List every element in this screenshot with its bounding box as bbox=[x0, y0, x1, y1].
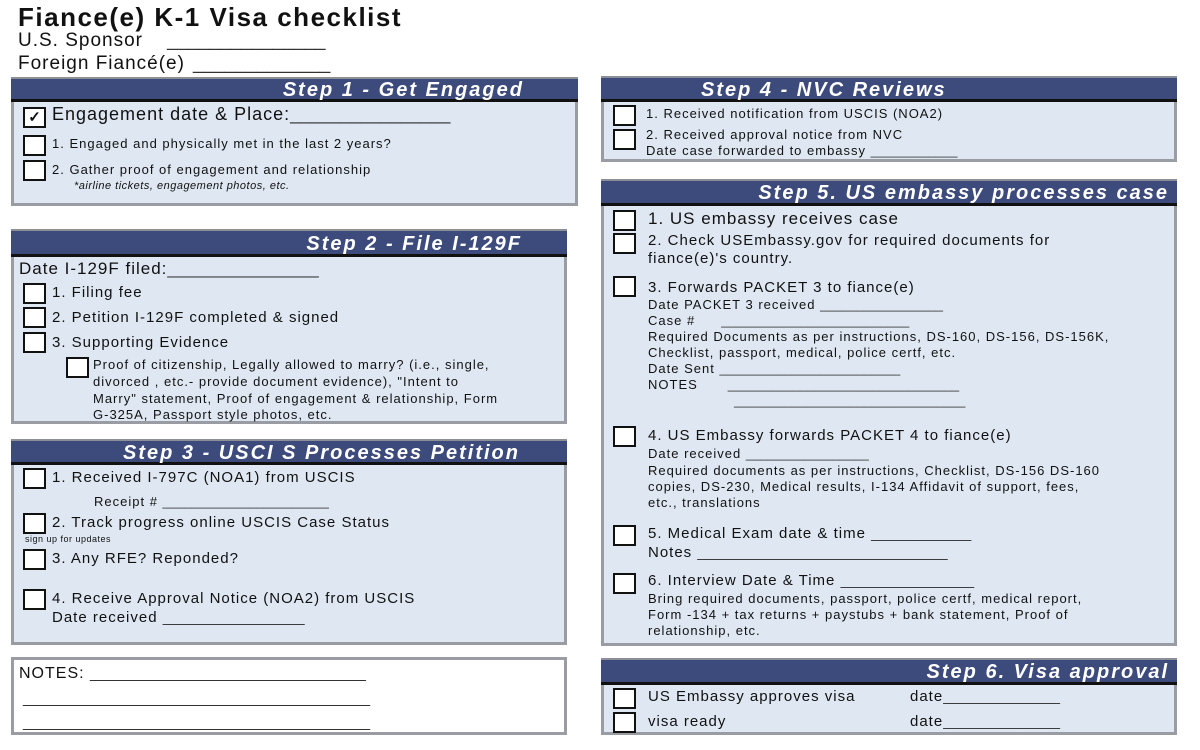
sponsor-field[interactable] bbox=[18, 30, 326, 52]
packet3-date: Date PACKET 3 received _________________ bbox=[648, 297, 944, 312]
packet3-docs-line-2: Checklist, passport, medical, police certf, etc. bbox=[648, 345, 957, 360]
interview-docs-line-3: relationship, etc. bbox=[648, 623, 761, 638]
step1-item-2: 2. Gather proof of engagement and relationship bbox=[52, 162, 372, 177]
step4-date-forwarded: Date case forwarded to embassy ____________ bbox=[646, 143, 958, 158]
packet3-date-blank[interactable]: _________________ bbox=[820, 297, 944, 312]
step1-checkbox-1[interactable] bbox=[23, 135, 46, 156]
step5-header: Step 5. US embassy processes case bbox=[601, 179, 1177, 206]
packet3-case: Case # __________________________ bbox=[648, 313, 910, 328]
step5-item-1: 1. US embassy receives case bbox=[648, 209, 899, 228]
packet4-date: Date received _________________ bbox=[648, 446, 869, 461]
receipt-blank[interactable]: _______________________ bbox=[162, 494, 329, 509]
packet4-docs-line-3: etc., translations bbox=[648, 495, 761, 510]
interview-date-blank[interactable]: ________________ bbox=[840, 572, 975, 589]
step5-checkbox-3[interactable] bbox=[613, 276, 636, 297]
notes-line-1: NOTES: _______________________________ bbox=[19, 665, 366, 682]
date-sent-blank[interactable]: _________________________ bbox=[719, 361, 901, 376]
step4-item-2: 2. Received approval notice from NVC bbox=[646, 127, 904, 142]
visa-approved-date-blank[interactable]: ______________ bbox=[943, 688, 1060, 705]
visa-ready-date-blank[interactable]: ______________ bbox=[943, 713, 1060, 730]
step6-item-2: visa ready bbox=[648, 713, 727, 730]
step5-item-5: 5. Medical Exam date & time ____________ bbox=[648, 525, 972, 542]
step5-checkbox-2[interactable] bbox=[613, 233, 636, 254]
notes-blank-1[interactable]: _______________________________ bbox=[90, 665, 366, 682]
step4-checkbox-1[interactable] bbox=[613, 105, 636, 126]
step5-item-3: 3. Forwards PACKET 3 to fiance(e) bbox=[648, 279, 915, 296]
step6-item-2-date: date______________ bbox=[910, 713, 1060, 730]
notes-blank-2[interactable]: _______________________________________ bbox=[23, 690, 371, 707]
step3-panel bbox=[11, 439, 567, 645]
engagement-blank[interactable]: ________________ bbox=[290, 104, 451, 124]
packet4-date-blank[interactable]: _________________ bbox=[745, 446, 869, 461]
step3-checkbox-4[interactable] bbox=[23, 589, 46, 610]
step5-item-2-line-1: 2. Check USEmbassy.gov for required documents for bbox=[648, 232, 1051, 249]
step5-checkbox-6[interactable] bbox=[613, 573, 636, 594]
step5-checkbox-5[interactable] bbox=[613, 525, 636, 546]
step2-checkbox-1[interactable] bbox=[23, 283, 46, 304]
step3-item-3: 3. Any RFE? Reponded? bbox=[52, 550, 239, 567]
step3-header: Step 3 - USCI S Processes Petition bbox=[11, 439, 567, 465]
fiancee-blank[interactable]: _____________ bbox=[192, 53, 331, 74]
packet3-notes-blank-2[interactable]: ________________________________ bbox=[734, 393, 966, 408]
notes-blank-3[interactable]: _______________________________________ bbox=[23, 714, 371, 731]
forwarded-date-blank[interactable]: ____________ bbox=[870, 143, 958, 158]
case-number-blank[interactable]: __________________________ bbox=[721, 313, 910, 328]
packet4-docs-line-1: Required documents as per instructions, Checklist, DS-156 DS-160 bbox=[648, 463, 1101, 478]
step5-checkbox-4[interactable] bbox=[613, 426, 636, 447]
step1-panel bbox=[11, 77, 578, 206]
step2-date-filed: Date I-129F filed:________________ bbox=[19, 259, 319, 278]
date-filed-blank[interactable]: ________________ bbox=[167, 259, 319, 278]
fiancee-field[interactable] bbox=[18, 53, 330, 75]
step2-panel bbox=[11, 229, 567, 424]
step2-header: Step 2 - File I-129F bbox=[11, 229, 567, 257]
step3-receipt: Receipt # _______________________ bbox=[94, 494, 329, 509]
step6-item-1: US Embassy approves visa bbox=[648, 688, 856, 705]
step6-header: Step 6. Visa approval bbox=[601, 658, 1177, 685]
step2-item-1: 1. Filing fee bbox=[52, 284, 143, 301]
step2-evidence-line-2: divorced , etc.- provide document evidence), "Intent to bbox=[93, 374, 460, 389]
step2-item-2: 2. Petition I-129F completed & signed bbox=[52, 309, 340, 326]
sponsor-label: U.S. Sponsor bbox=[18, 30, 143, 51]
packet4-docs-line-2: copies, DS-230, Medical results, I-134 Affidavit of support, fees, bbox=[648, 479, 1080, 494]
step1-item-1: 1. Engaged and physically met in the last 2 years? bbox=[52, 136, 392, 151]
step6-checkbox-1[interactable] bbox=[613, 688, 636, 709]
step3-checkbox-3[interactable] bbox=[23, 549, 46, 570]
step3-checkbox-2[interactable] bbox=[23, 513, 46, 534]
interview-docs-line-1: Bring required documents, passport, police certf, medical report, bbox=[648, 591, 1083, 606]
packet3-notes: NOTES ________________________________ bbox=[648, 377, 960, 392]
step2-checkbox-3[interactable] bbox=[23, 332, 46, 353]
step6-item-1-date: date______________ bbox=[910, 688, 1060, 705]
step4-panel bbox=[601, 76, 1177, 162]
step3-item-4: 4. Receive Approval Notice (NOA2) from USCIS bbox=[52, 590, 416, 607]
medical-exam-blank[interactable]: ____________ bbox=[871, 525, 972, 542]
sponsor-blank[interactable]: _______________ bbox=[167, 30, 326, 51]
step4-header: Step 4 - NVC Reviews bbox=[601, 76, 1177, 102]
step5-checkbox-1[interactable] bbox=[613, 210, 636, 231]
medical-notes-blank[interactable]: ______________________________ bbox=[697, 544, 948, 561]
step6-checkbox-2[interactable] bbox=[613, 712, 636, 733]
step2-evidence-line-1: Proof of citizenship, Legally allowed to marry? (i.e., single, bbox=[93, 357, 490, 372]
step2-evidence-line-4: G-325A, Passport style photos, etc. bbox=[93, 407, 333, 422]
notes-panel bbox=[11, 657, 567, 735]
interview-docs-line-2: Form -134 + tax returns + paystubs + bank statement, Proof of bbox=[648, 607, 1069, 622]
step3-item-2: 2. Track progress online USCIS Case Status bbox=[52, 514, 390, 531]
checkmark-icon: ✓ bbox=[28, 109, 41, 126]
step1-checkbox-2[interactable] bbox=[23, 160, 46, 181]
step1-header: Step 1 - Get Engaged bbox=[11, 77, 578, 102]
step1-checkbox-engagement[interactable] bbox=[23, 107, 46, 128]
medical-notes: Notes ______________________________ bbox=[648, 544, 948, 561]
step2-item-3: 3. Supporting Evidence bbox=[52, 334, 230, 351]
step3-date-received: Date received _________________ bbox=[52, 609, 305, 626]
step4-checkbox-2[interactable] bbox=[613, 129, 636, 150]
step3-item-2-note: sign up for updates bbox=[25, 534, 112, 544]
step2-checkbox-evidence[interactable] bbox=[66, 357, 89, 378]
packet3-notes-blank-1[interactable]: ________________________________ bbox=[727, 377, 960, 392]
step2-evidence-line-3: Marry" statement, Proof of engagement & relationship, Form bbox=[93, 391, 499, 406]
step1-item-2-note: *airline tickets, engagement photos, etc. bbox=[74, 180, 290, 192]
step2-checkbox-2[interactable] bbox=[23, 307, 46, 328]
noa2-date-blank[interactable]: _________________ bbox=[162, 609, 305, 626]
step5-item-4: 4. US Embassy forwards PACKET 4 to fiance(e) bbox=[648, 427, 1012, 444]
step5-item-6: 6. Interview Date & Time ________________ bbox=[648, 572, 975, 589]
fiancee-label: Foreign Fiancé(e) bbox=[18, 53, 185, 74]
step3-checkbox-1[interactable] bbox=[23, 468, 46, 489]
step3-item-1: 1. Received I-797C (NOA1) from USCIS bbox=[52, 469, 356, 486]
step6-panel bbox=[601, 658, 1177, 735]
packet3-date-sent: Date Sent _________________________ bbox=[648, 361, 901, 376]
packet3-docs-line-1: Required Documents as per instructions, DS-160, DS-156, DS-156K, bbox=[648, 329, 1110, 344]
step5-panel bbox=[601, 179, 1177, 646]
step5-item-2-line-2: fiance(e)'s country. bbox=[648, 250, 794, 267]
step1-engagement-label: Engagement date & Place:________________ bbox=[52, 104, 451, 124]
page-title: Fiance(e) K-1 Visa checklist bbox=[18, 2, 403, 32]
step4-item-1: 1. Received notification from USCIS (NOA2) bbox=[646, 106, 944, 121]
